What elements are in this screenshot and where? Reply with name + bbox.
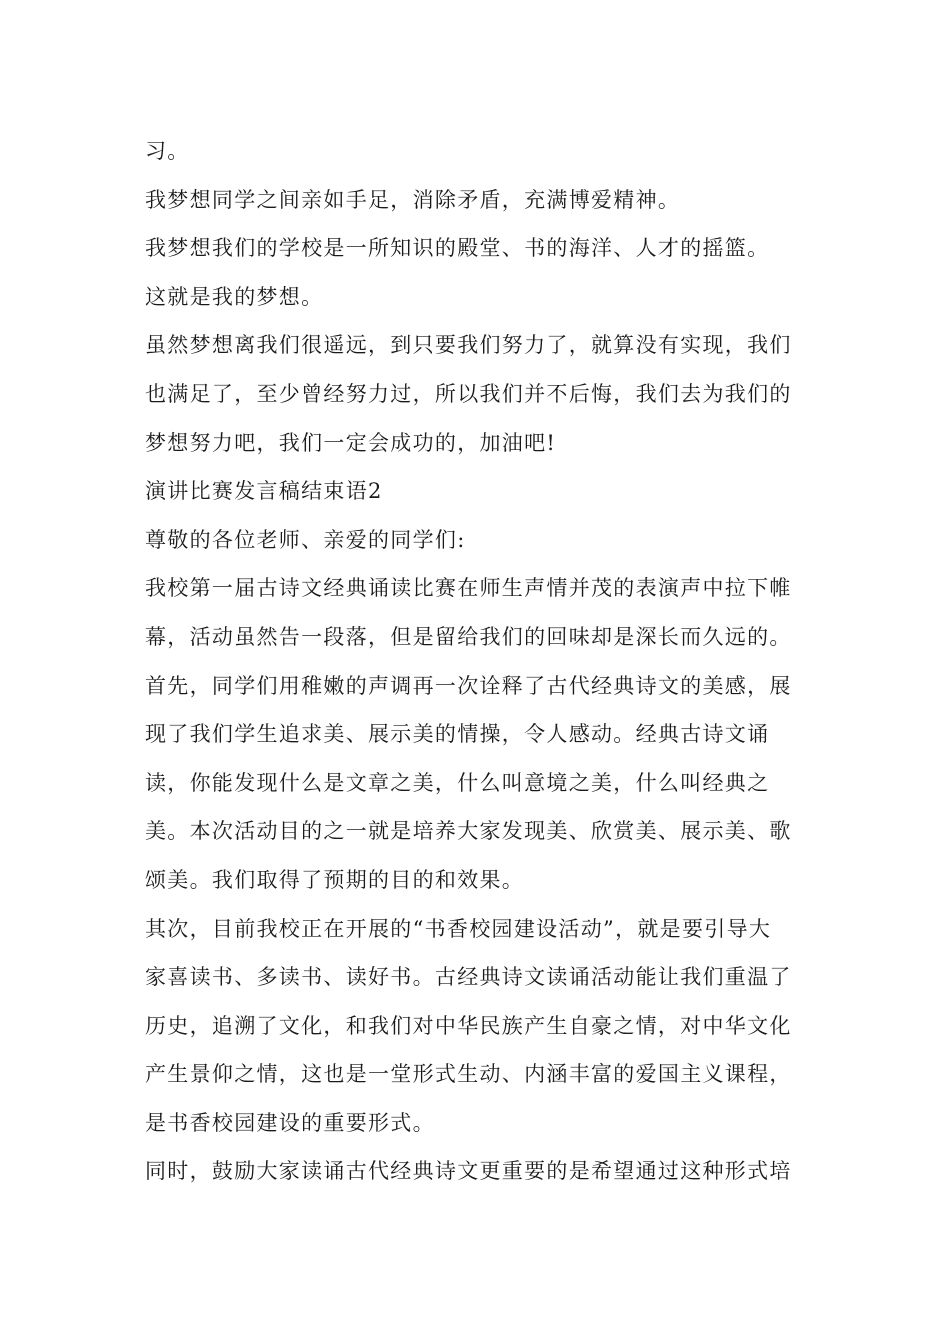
text-line: 产生景仰之情，这也是一堂形式生动、内涵丰富的爱国主义课程，	[145, 1062, 792, 1087]
text-line: 是书香校园建设的重要形式。	[145, 1110, 435, 1135]
text-line: 梦想努力吧，我们一定会成功的，加油吧!	[145, 430, 557, 455]
text-line: 其次，目前我校正在开展的“书香校园建设活动”，就是要引导大	[145, 916, 772, 941]
text-line: 虽然梦想离我们很遥远，到只要我们努力了，就算没有实现，我们	[145, 333, 792, 358]
text-line: 我梦想我们的学校是一所知识的殿堂、书的海洋、人才的摇篮。	[145, 236, 770, 261]
text-line: 这就是我的梦想。	[145, 284, 324, 309]
section-heading: 演讲比赛发言稿结束语2	[145, 479, 383, 504]
text-line: 也满足了，至少曾经努力过，所以我们并不后悔，我们去为我们的	[145, 381, 792, 406]
text-line: 现了我们学生追求美、展示美的情操，令人感动。经典古诗文诵	[145, 722, 770, 747]
text-line: 首先，同学们用稚嫩的声调再一次诠释了古代经典诗文的美感，展	[145, 673, 792, 698]
text-line: 颂美。我们取得了预期的目的和效果。	[145, 867, 525, 892]
text-line: 习。	[145, 139, 190, 163]
text-line: 我校第一届古诗文经典诵读比赛在师生声情并茂的表演声中拉下帷	[145, 576, 792, 601]
text-line: 同时，鼓励大家读诵古代经典诗文更重要的是希望通过这种形式培	[145, 1159, 792, 1184]
text-line: 家喜读书、多读书、读好书。古经典诗文读诵活动能让我们重温了	[145, 965, 792, 990]
text-line: 美。本次活动目的之一就是培养大家发现美、欣赏美、展示美、歌	[145, 819, 792, 844]
salutation: 尊敬的各位老师、亲爱的同学们:	[145, 527, 466, 552]
text-line: 读，你能发现什么是文章之美，什么叫意境之美，什么叫经典之	[145, 770, 770, 795]
text-line: 幕，活动虽然告一段落，但是留给我们的回味却是深长而久远的。	[145, 624, 792, 649]
document-body	[145, 127, 810, 1196]
text-line: 历史，追溯了文化，和我们对中华民族产生自豪之情，对中华文化	[145, 1013, 792, 1038]
text-line: 我梦想同学之间亲如手足，消除矛盾，充满博爱精神。	[145, 187, 681, 212]
